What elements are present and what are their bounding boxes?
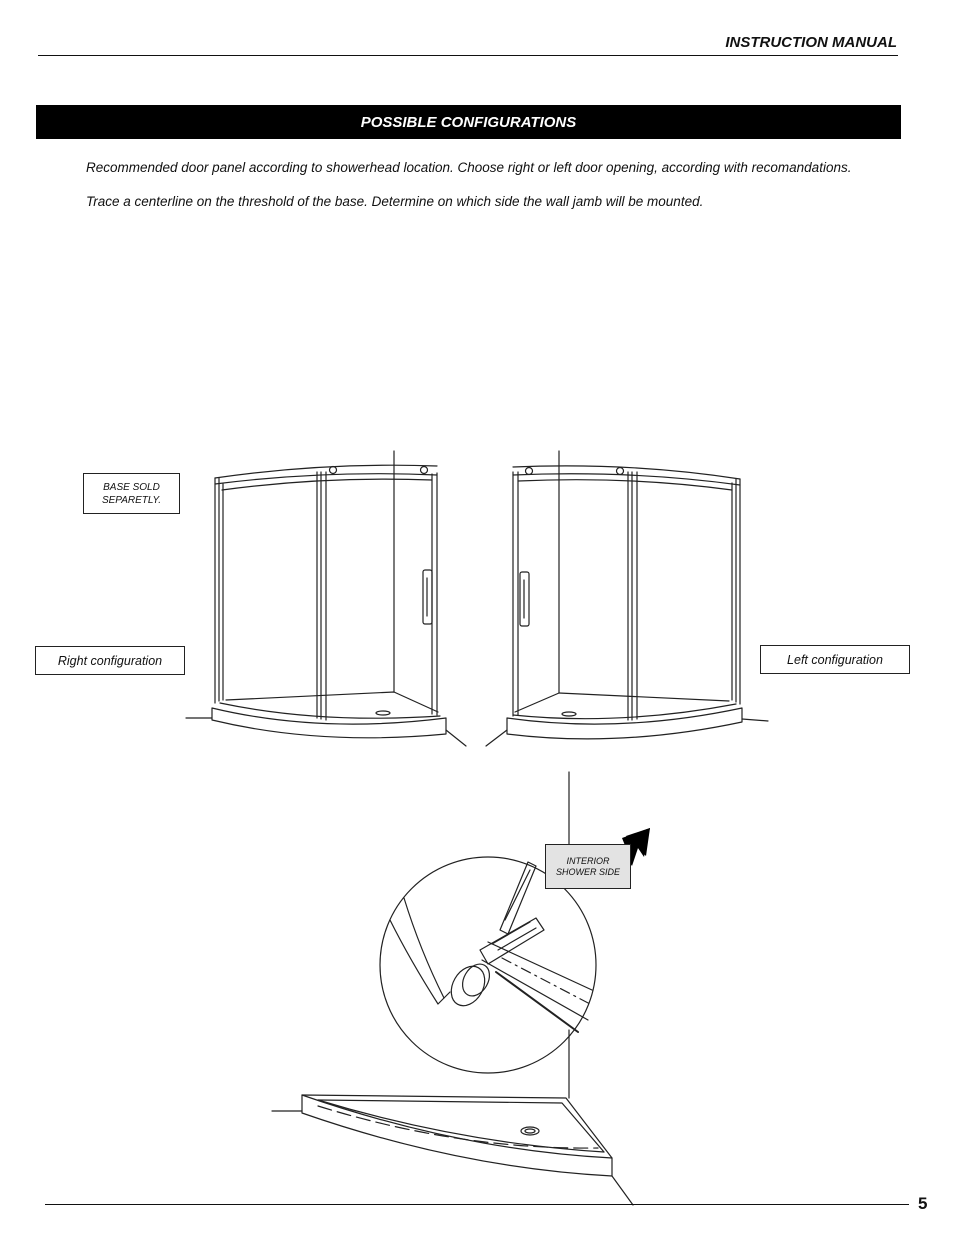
centerline-detail-drawing: [380, 772, 596, 1098]
interior-shower-side-label: [545, 844, 631, 889]
left-configuration-text: Left configuration: [787, 652, 883, 667]
base-sold-separately-note: [83, 473, 180, 514]
shower-base-drawing: [272, 1095, 633, 1205]
right-configuration-text: Right configuration: [57, 653, 163, 668]
right-configuration-drawing: [186, 451, 466, 746]
left-configuration-label: [760, 645, 910, 674]
header-title: INSTRUCTION MANUAL: [725, 34, 897, 51]
interior-line1: INTERIOR: [566, 855, 610, 866]
base-note-line2: SEPARETLY.: [101, 494, 162, 506]
right-configuration-label: [35, 646, 185, 675]
interior-line2: SHOWER SIDE: [555, 866, 620, 877]
base-note-line1: BASE SOLD: [103, 481, 160, 493]
section-title: POSSIBLE CONFIGURATIONS: [360, 113, 577, 131]
paragraph-centerline: Trace a centerline on the threshold of the base. Determine on which side the wall jamb will be mounted.: [86, 194, 704, 209]
page-number: 5: [918, 1194, 928, 1213]
footer-rule: [45, 1204, 909, 1205]
paragraph-recommendation: Recommended door panel according to showerhead location. Choose right or left door opening, according with recomandations.: [86, 160, 852, 175]
left-configuration-drawing: [486, 451, 768, 746]
